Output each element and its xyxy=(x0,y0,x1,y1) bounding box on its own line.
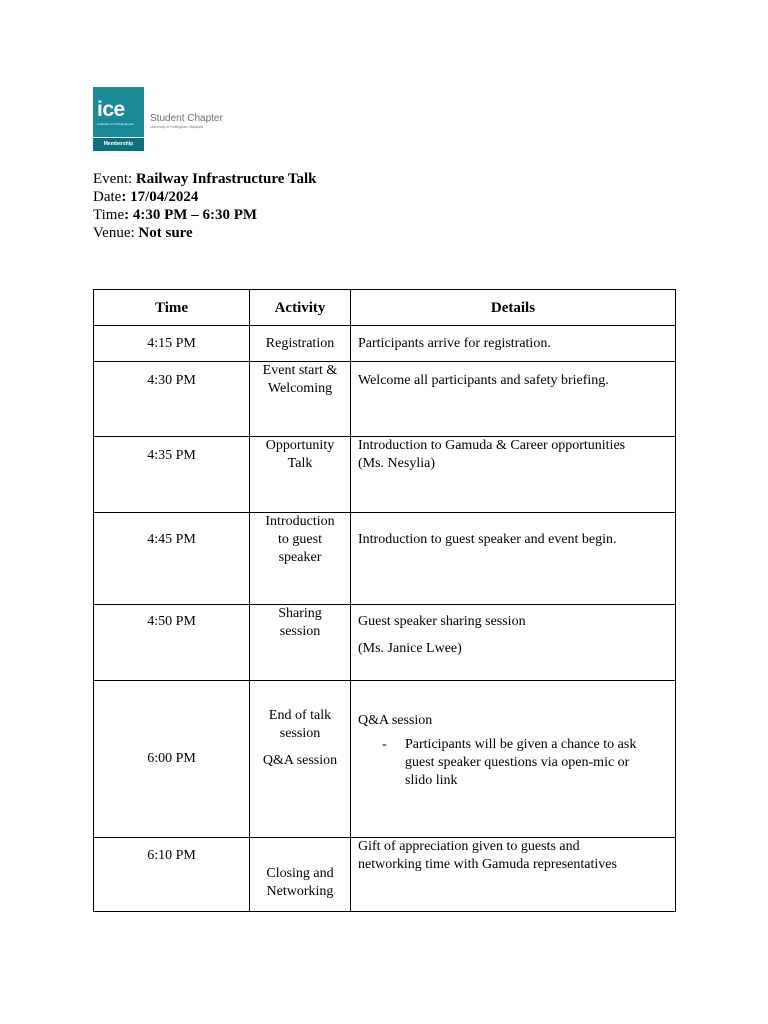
venue-value: Not sure xyxy=(138,225,193,241)
bullet-line: slido link xyxy=(405,773,458,788)
activity-line: Opportunity xyxy=(265,438,335,453)
row-activity xyxy=(250,681,351,838)
row-details xyxy=(351,437,676,513)
table-row xyxy=(94,681,676,838)
details-line: networking time with Gamuda representatives xyxy=(358,857,617,872)
venue-line xyxy=(93,224,316,242)
row-details xyxy=(351,681,676,838)
event-value: Railway Infrastructure Talk xyxy=(135,171,317,187)
header-details: Details xyxy=(351,290,676,326)
row-activity xyxy=(250,513,351,605)
row-time: 6:10 PM xyxy=(94,838,250,912)
table-row xyxy=(94,326,676,362)
activity-line: Event start & xyxy=(262,363,338,378)
ice-logo xyxy=(93,87,223,151)
activity-line: Introduction xyxy=(265,514,335,529)
header-activity: Activity xyxy=(250,290,351,326)
details-line: Q&A session xyxy=(358,713,433,728)
list-item xyxy=(405,736,669,790)
row-details xyxy=(351,605,676,681)
details-bullet-list xyxy=(358,736,669,790)
table-header-row xyxy=(94,290,676,326)
logo-brand: ice xyxy=(97,98,125,121)
table-row xyxy=(94,605,676,681)
venue-label: Venue: xyxy=(93,225,139,241)
logo-tiny-text: Institution of Civil Engineers xyxy=(97,122,135,126)
logo-chapter: Student Chapter xyxy=(150,113,223,124)
table-row xyxy=(94,437,676,513)
event-info xyxy=(93,170,316,242)
details-line: Introduction to guest speaker and event begin. xyxy=(358,532,617,547)
event-line xyxy=(93,170,316,188)
row-activity xyxy=(250,326,351,362)
activity-line: speaker xyxy=(278,550,322,565)
table-row xyxy=(94,838,676,912)
details-line: (Ms. Nesylia) xyxy=(358,456,435,471)
details-line: Participants arrive for registration. xyxy=(358,335,551,351)
row-time: 4:50 PM xyxy=(94,605,250,681)
details-line: Guest speaker sharing session xyxy=(358,614,526,629)
schedule-table xyxy=(93,289,676,912)
row-activity xyxy=(250,437,351,513)
row-time: 6:00 PM xyxy=(94,681,250,838)
header-time: Time xyxy=(94,290,250,326)
details-line: (Ms. Janice Lwee) xyxy=(358,641,462,656)
bullet-line: Participants will be given a chance to ask xyxy=(405,737,637,752)
logo-university: University of Nottingham Malaysia xyxy=(150,125,203,129)
row-details xyxy=(351,838,676,912)
row-details xyxy=(351,513,676,605)
bullet-line: guest speaker questions via open-mic or xyxy=(405,755,630,770)
row-activity xyxy=(250,362,351,437)
activity-line: Registration xyxy=(265,335,335,351)
activity-line: Q&A session xyxy=(262,753,338,768)
logo-band: Membership xyxy=(93,137,144,151)
activity-line: Sharing xyxy=(278,606,322,621)
row-details xyxy=(351,326,676,362)
date-label: Date xyxy=(93,189,122,205)
details-line: Gift of appreciation given to guests and xyxy=(358,839,580,854)
details-line: Welcome all participants and safety briefing. xyxy=(358,373,609,388)
time-label: Time xyxy=(93,207,125,223)
activity-line: Networking xyxy=(266,884,334,899)
activity-line: End of talk xyxy=(268,708,332,723)
time-value: : 4:30 PM – 6:30 PM xyxy=(124,207,258,223)
row-time: 4:35 PM xyxy=(94,437,250,513)
date-line xyxy=(93,188,316,206)
activity-line: Closing and xyxy=(266,866,334,881)
activity-line: to guest xyxy=(278,532,322,547)
row-time: 4:30 PM xyxy=(94,362,250,437)
activity-line: Welcoming xyxy=(267,381,333,396)
table-row xyxy=(94,362,676,437)
row-time: 4:15 PM xyxy=(94,326,250,362)
date-value: : 17/04/2024 xyxy=(121,189,199,205)
event-label: Event: xyxy=(93,171,136,187)
row-activity xyxy=(250,838,351,912)
activity-line: session xyxy=(279,624,321,639)
time-line xyxy=(93,206,316,224)
activity-line: session xyxy=(279,726,321,741)
activity-line: Talk xyxy=(287,456,313,471)
row-time: 4:45 PM xyxy=(94,513,250,605)
row-details xyxy=(351,362,676,437)
row-activity xyxy=(250,605,351,681)
ice-logo-box xyxy=(93,87,144,151)
table-row xyxy=(94,513,676,605)
details-line: Introduction to Gamuda & Career opportunities xyxy=(358,438,626,453)
